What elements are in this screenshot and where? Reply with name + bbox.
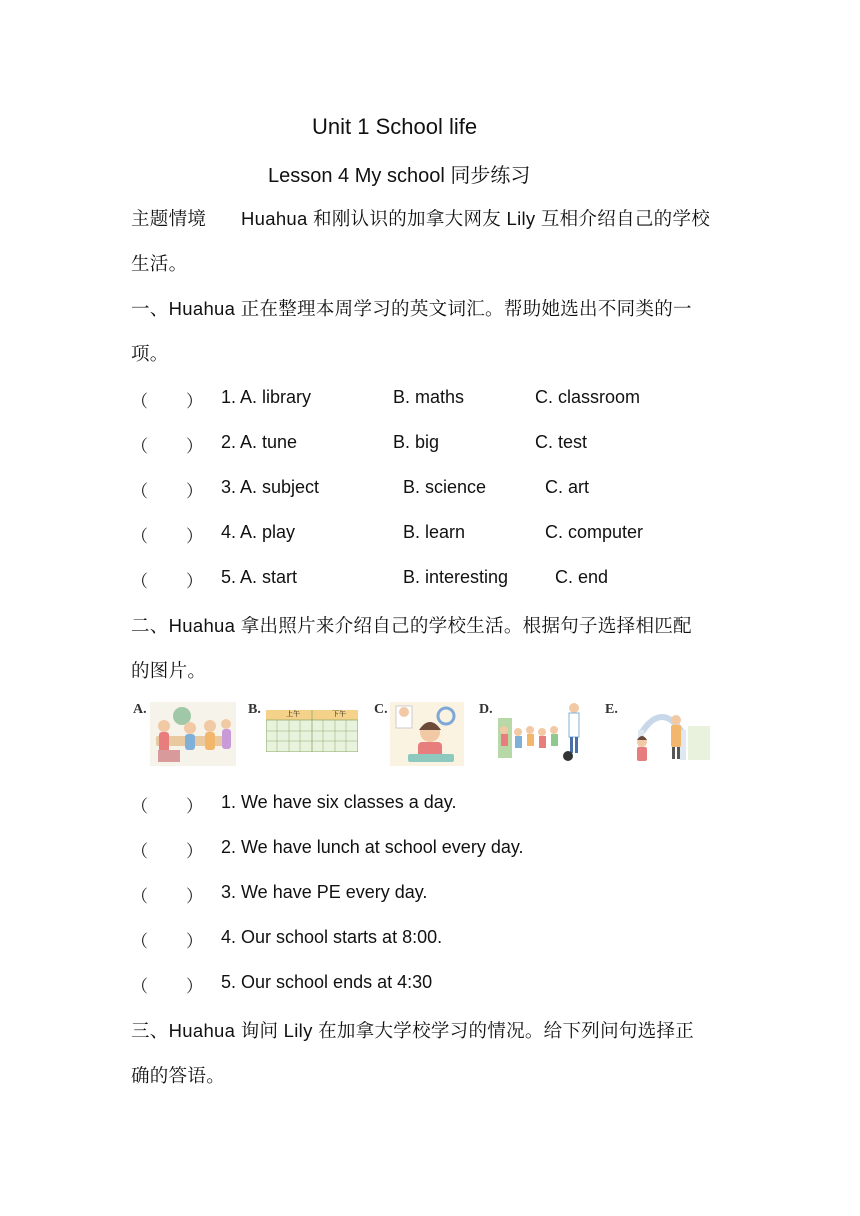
answer-paren-right: ） [186,932,203,951]
section1-heading: 一、Huahua 正在整理本周学习的英文词汇。帮助她选出不同类的一 [131,298,692,319]
children-pe-illustration [496,700,588,766]
section2-heading-cont: 的图片。 [131,660,207,681]
answer-paren-left: （ [131,932,148,951]
answer-paren-left: （ [131,797,148,816]
timetable-pm-label: 下午 [332,711,346,718]
timetable-am-label: 上午 [286,711,300,718]
answer-paren-right: ） [186,482,203,501]
option-c: C. art [545,477,590,497]
option-c: C. classroom [535,387,641,407]
section3-heading: 三、Huahua 询问 Lily 在加拿大学校学习的情况。给下列问句选择正 [131,1020,695,1041]
option-a: 5. A. start [221,567,298,587]
answer-paren-left: （ [131,392,148,411]
timetable-illustration [266,710,358,752]
option-b: B. big [393,432,440,452]
picture-letter-a: A. [133,702,147,717]
answer-paren-left: （ [131,527,148,546]
picture-letter-b: B. [248,702,261,717]
sentence-text: 5. Our school ends at 4:30 [221,972,433,992]
sentence-text: 4. Our school starts at 8:00. [221,927,443,947]
section1-heading-cont: 项。 [131,343,169,364]
answer-paren-right: ） [186,977,203,996]
answer-paren-left: （ [131,842,148,861]
answer-paren-left: （ [131,482,148,501]
answer-paren-left: （ [131,572,148,591]
option-b: B. learn [403,522,466,542]
sentence-text: 1. We have six classes a day. [221,792,457,812]
answer-paren-right: ） [186,887,203,906]
theme-label: 主题情境 [131,208,207,229]
answer-paren-left: （ [131,977,148,996]
answer-paren-right: ） [186,842,203,861]
girl-eating-illustration [390,702,464,766]
section2-heading: 二、Huahua 拿出照片来介绍自己的学校生活。根据句子选择相匹配 [131,615,692,636]
option-a: 2. A. tune [221,432,298,452]
page-subtitle: Lesson 4 My school 同步练习 [268,165,531,187]
answer-paren-right: ） [186,392,203,411]
answer-paren-right: ） [186,437,203,456]
answer-paren-right: ） [186,572,203,591]
option-c: C. computer [545,522,644,542]
picture-letter-c: C. [374,702,388,717]
answer-paren-right: ） [186,527,203,546]
answer-paren-right: ） [186,797,203,816]
sentence-text: 2. We have lunch at school every day. [221,837,524,857]
answer-paren-left: （ [131,437,148,456]
answer-paren-left: （ [131,887,148,906]
option-c: C. end [555,567,609,587]
theme-text: Huahua 和刚认识的加拿大网友 Lily 互相介绍自己的学校 [241,208,711,229]
option-a: 4. A. play [221,522,296,542]
option-b: B. interesting [403,567,509,587]
option-b: B. maths [393,387,465,407]
classroom-lunch-illustration [150,702,236,766]
picture-letter-d: D. [479,702,493,717]
option-c: C. test [535,432,588,452]
school-gate-illustration [622,702,714,766]
picture-letter-e: E. [605,702,618,717]
section3-heading-cont: 确的答语。 [131,1065,226,1086]
option-a: 1. A. library [221,387,312,407]
page-title: Unit 1 School life [312,114,478,139]
theme-text-cont: 生活。 [131,253,188,274]
option-a: 3. A. subject [221,477,320,497]
option-b: B. science [403,477,487,497]
sentence-text: 3. We have PE every day. [221,882,428,902]
